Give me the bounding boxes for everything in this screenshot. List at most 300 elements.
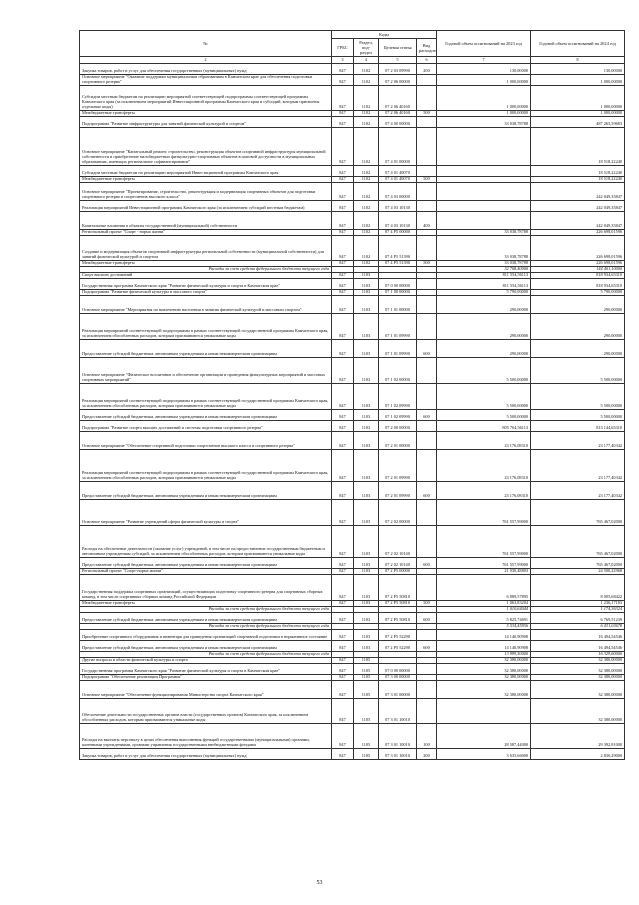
- row-amount-2023: 761 557,99000: [437, 500, 531, 526]
- row-target-article: 07 3 00 00000: [379, 675, 417, 681]
- row-target-article: 07 4 03 00000: [379, 183, 417, 201]
- row-amount-2023: 5 534,45956: [437, 624, 531, 630]
- table-row: [80, 558, 625, 569]
- table-row: [80, 664, 625, 675]
- row-amount-2024: 130,00000: [531, 64, 625, 75]
- row-razdel: 1105: [354, 664, 379, 675]
- row-name: Государственная программа Камчатского края "Развитие физической культуры и спорта в Камчатском крае": [80, 664, 332, 675]
- row-amount-2024: 32 380,00000: [531, 681, 625, 699]
- row-expense-type: [417, 664, 437, 675]
- row-amount-2024: 290,00000: [531, 340, 625, 358]
- row-razdel: 1103: [354, 558, 379, 569]
- row-razdel: 1103: [354, 273, 379, 279]
- index-cell: 6: [417, 57, 437, 64]
- row-amount-2024: 818 934,65310: [531, 279, 625, 290]
- row-razdel: 1102: [354, 64, 379, 75]
- row-razdel: 1102: [354, 212, 379, 230]
- row-grbs: 847: [332, 230, 354, 236]
- row-grbs: 847: [332, 117, 354, 128]
- row-amount-2024: 18 518,22240: [531, 166, 625, 177]
- row-name: Основное мероприятие "Мероприятия по вовлечению населения в занятия физической культурой и массовым спортом": [80, 296, 332, 314]
- row-razdel: 1103: [354, 482, 379, 500]
- row-razdel: 1105: [354, 681, 379, 699]
- row-name: Подпрограмма "Развитие физической культуры и массового спорта": [80, 290, 332, 296]
- row-grbs: 847: [332, 183, 354, 201]
- row-amount-2023: 1 000,00000: [437, 111, 531, 117]
- row-amount-2024: 290,00000: [531, 296, 625, 314]
- row-target-article: 07 2 06 00000: [379, 75, 417, 86]
- row-grbs: 847: [332, 658, 354, 664]
- row-razdel: 1103: [354, 575, 379, 601]
- row-name: Подпрограмма "Развитие инфраструктуры для занятий физической культурой и спортом": [80, 117, 332, 128]
- row-amount-2024: 1 174,36324: [531, 607, 625, 613]
- row-amount-2024: 32 380,00000: [531, 699, 625, 724]
- table-row: [80, 699, 625, 724]
- row-amount-2024: 765 467,02000: [531, 526, 625, 558]
- row-name: Реализация мероприятий Инвестиционной программы Камчатского края (за исключением субсидий местным бюджетам): [80, 201, 332, 212]
- row-amount-2023: [437, 166, 531, 177]
- row-expense-type: [417, 296, 437, 314]
- row-target-article: 07 2 P5 52290: [379, 630, 417, 641]
- row-amount-2023: 1 000,00000: [437, 86, 531, 111]
- row-grbs: 847: [332, 601, 354, 607]
- row-name: Государственная программа Камчатского края "Развитие физической культуры и спорта в Камчатском крае": [80, 279, 332, 290]
- row-amount-2024: 5 500,00000: [531, 358, 625, 384]
- row-expense-type: 400: [417, 212, 437, 230]
- index-cell: 8: [531, 57, 625, 64]
- row-razdel: 1103: [354, 358, 379, 384]
- row-expense-type: [417, 128, 437, 166]
- row-expense-type: [417, 314, 437, 340]
- row-amount-2024: 23 177,40342: [531, 450, 625, 482]
- row-amount-2023: 33 038,78788: [437, 117, 531, 128]
- row-expense-type: [417, 526, 437, 558]
- row-grbs: 847: [332, 613, 354, 624]
- row-grbs: 847: [332, 432, 354, 450]
- row-amount-2024: 242 049,35847: [531, 201, 625, 212]
- row-grbs: 847: [332, 314, 354, 340]
- row-grbs: 847: [332, 664, 354, 675]
- row-grbs: 847: [332, 201, 354, 212]
- row-razdel: 1103: [354, 290, 379, 296]
- row-target-article: 07 2 P5 50810: [379, 613, 417, 624]
- index-cell: 7: [437, 57, 531, 64]
- row-amount-2023: 23 176,08310: [437, 450, 531, 482]
- row-razdel: 1103: [354, 569, 379, 575]
- row-amount-2024: 242 049,35847: [531, 183, 625, 201]
- row-razdel: 1103: [354, 279, 379, 290]
- row-amount-2023: 14 140,90908: [437, 630, 531, 641]
- budget-table: [79, 30, 625, 760]
- row-name: Расходы за счет средств федерального бюджета текущего года: [80, 652, 332, 658]
- row-amount-2023: 3 635,66000: [437, 749, 531, 760]
- row-expense-type: [417, 699, 437, 724]
- row-grbs: 847: [332, 558, 354, 569]
- row-name: Основное мероприятие "Развитие учреждений сферы физической культуры и спорта": [80, 500, 332, 526]
- row-grbs: 847: [332, 421, 354, 432]
- row-amount-2024: 226 698,01596: [531, 261, 625, 267]
- row-expense-type: 600: [417, 340, 437, 358]
- row-amount-2023: 5 500,00000: [437, 384, 531, 410]
- row-name: Другие вопросы в области физической культуры и спорта: [80, 658, 332, 664]
- row-amount-2023: 23 176,08310: [437, 482, 531, 500]
- row-target-article: 07 1 01 00000: [379, 296, 417, 314]
- row-razdel: 1102: [354, 177, 379, 183]
- row-razdel: 1105: [354, 658, 379, 664]
- table-row: [80, 166, 625, 177]
- row-expense-type: 600: [417, 410, 437, 421]
- row-expense-type: 200: [417, 64, 437, 75]
- row-name: Основное мероприятие "Обеспечение функционирования Министерства спорта Камчатского края": [80, 681, 332, 699]
- row-amount-2023: 5 790,00000: [437, 290, 531, 296]
- row-amount-2023: 5 825,74691: [437, 613, 531, 624]
- row-grbs: 847: [332, 749, 354, 760]
- row-amount-2024: 5 500,00000: [531, 410, 625, 421]
- table-row: [80, 86, 625, 111]
- row-amount-2023: 290,00000: [437, 340, 531, 358]
- row-target-article: 07 4 P5 51390: [379, 236, 417, 261]
- row-name: Расходы за счет средств федерального бюджета текущего года: [80, 607, 332, 613]
- row-amount-2024: 5 790,00000: [531, 290, 625, 296]
- row-name: Капитальные вложения в объекты государственной (муниципальной) собственности: [80, 212, 332, 230]
- row-name: Предоставление субсидий бюджетным, автономным учреждениям и иным некоммерческим организациям: [80, 410, 332, 421]
- row-grbs: 847: [332, 290, 354, 296]
- row-name: Региональный проект "Спорт - норма жизни": [80, 230, 332, 236]
- row-target-article: 07 2 P5 50810: [379, 601, 417, 607]
- row-name: Реализация мероприятий соответствующей подпрограммы в рамках соответствующей государственной программы Камчатского края, за исключением обособленных расходов, которым присваиваются уникальные коды: [80, 384, 332, 410]
- row-grbs: 847: [332, 86, 354, 111]
- row-amount-2023: 23 176,08310: [437, 432, 531, 450]
- row-amount-2023: 32 380,00000: [437, 675, 531, 681]
- row-amount-2023: 6 889,57895: [437, 575, 531, 601]
- row-grbs: 847: [332, 410, 354, 421]
- row-expense-type: [417, 630, 437, 641]
- row-razdel: 1105: [354, 749, 379, 760]
- row-amount-2024: 144 401,10000: [531, 267, 625, 273]
- row-razdel: 1103: [354, 450, 379, 482]
- row-target-article: 07 2 02 00000: [379, 500, 417, 526]
- row-expense-type: [417, 117, 437, 128]
- row-target-article: 07 4 03 10130: [379, 201, 417, 212]
- header-target-article: Целевая статья: [379, 39, 417, 57]
- row-target-article: 07 2 P5 52290: [379, 641, 417, 652]
- row-name: Субсидии местным бюджетам на реализацию мероприятий соответствующей подпрограммы соответствующей программы Камчатского края (за исключением мероприятий Инвестиционной программы Камчатского края и субсидий, которым присвоены отдельные коды): [80, 86, 332, 111]
- row-target-article: 07 2 06 40160: [379, 111, 417, 117]
- row-grbs: 847: [332, 261, 354, 267]
- row-amount-2024: 32 380,00000: [531, 664, 625, 675]
- row-name: Основное мероприятие "Проектирование, строительство, реконструкция и модернизация спортивных объектов для подготовки спортивного резерва и спортсменов высокого класса": [80, 183, 332, 201]
- table-row: [80, 117, 625, 128]
- row-grbs: 847: [332, 212, 354, 230]
- row-amount-2024: 23 177,40342: [531, 482, 625, 500]
- header-razdel: Раздел, под-раздел: [354, 39, 379, 57]
- table-row: [80, 279, 625, 290]
- row-grbs: 847: [332, 340, 354, 358]
- row-grbs: 847: [332, 630, 354, 641]
- row-expense-type: 600: [417, 641, 437, 652]
- row-amount-2023: 811 554,56113: [437, 273, 531, 279]
- row-razdel: 1102: [354, 230, 379, 236]
- row-grbs: 847: [332, 358, 354, 384]
- row-amount-2023: 33 038,78788: [437, 261, 531, 267]
- row-razdel: 1102: [354, 86, 379, 111]
- row-razdel: 1103: [354, 421, 379, 432]
- row-expense-type: 500: [417, 177, 437, 183]
- table-row: [80, 314, 625, 340]
- budget-table-body: [80, 64, 625, 760]
- table-row: [80, 212, 625, 230]
- row-name: Расходы на обеспечение деятельности (оказание услуг) учреждений, в том числе на предоставление государственным бюджетным и автономным учреждениям субсидий, за исключением обособленных расходов, которым присваиваются уникальные коды: [80, 526, 332, 558]
- row-target-article: 07 2 06 40160: [379, 86, 417, 111]
- row-razdel: 1102: [354, 236, 379, 261]
- row-amount-2023: 1 063,83204: [437, 601, 531, 607]
- table-row: [80, 236, 625, 261]
- row-razdel: 1103: [354, 526, 379, 558]
- row-target-article: 07 2 01 09990: [379, 450, 417, 482]
- row-amount-2023: [437, 699, 531, 724]
- row-amount-2023: 5 500,00000: [437, 358, 531, 384]
- table-row: [80, 410, 625, 421]
- table-row: [80, 641, 625, 652]
- row-amount-2023: 28 587,44000: [437, 724, 531, 749]
- row-amount-2024: 1 000,00000: [531, 75, 625, 86]
- row-amount-2023: 1 010,64044: [437, 607, 531, 613]
- row-amount-2024: 32 380,00000: [531, 658, 625, 664]
- row-name: Основное мероприятие "Капитальный ремонт, строительство, реконструкция объектов спортивной инфраструктуры муниципальной собственности и приобретение малобюджетных физкультурно-спортивных объектов в шаговой доступности в муниципальных образованиях, имеющих региональное софинансирование": [80, 128, 332, 166]
- row-expense-type: [417, 500, 437, 526]
- row-expense-type: 500: [417, 111, 437, 117]
- header-year-2024: Годовой объем ассигнований на 2024 год: [531, 31, 625, 57]
- row-amount-2024: 18 518,22240: [531, 128, 625, 166]
- row-amount-2023: 32 380,00000: [437, 681, 531, 699]
- row-expense-type: 100: [417, 724, 437, 749]
- row-amount-2024: 6 431,03678: [531, 624, 625, 630]
- row-target-article: 07 2 P5 50810: [379, 575, 417, 601]
- row-razdel: 1103: [354, 384, 379, 410]
- table-row: [80, 681, 625, 699]
- header-grbs: ГРБС: [332, 39, 354, 57]
- row-amount-2024: 818 934,65310: [531, 273, 625, 279]
- row-grbs: 847: [332, 128, 354, 166]
- header-index-row: [80, 57, 625, 64]
- row-expense-type: [417, 166, 437, 177]
- row-expense-type: [417, 384, 437, 410]
- row-amount-2024: 242 049,35847: [531, 212, 625, 230]
- row-expense-type: [417, 450, 437, 482]
- table-row: [80, 432, 625, 450]
- header-num: №: [80, 31, 332, 57]
- row-amount-2023: [437, 212, 531, 230]
- row-amount-2023: 33 038,78788: [437, 230, 531, 236]
- row-amount-2023: 32 380,00000: [437, 658, 531, 664]
- row-name: Межбюджетные трансферты: [80, 261, 332, 267]
- row-grbs: 847: [332, 675, 354, 681]
- row-amount-2024: 1 236,17183: [531, 601, 625, 607]
- row-amount-2024: 18 518,22240: [531, 177, 625, 183]
- row-target-article: 07 3 01 00000: [379, 681, 417, 699]
- row-grbs: 847: [332, 384, 354, 410]
- row-amount-2024: 29 392,81000: [531, 724, 625, 749]
- row-target-article: 07 1 02 09990: [379, 384, 417, 410]
- row-amount-2024: 1 000,00000: [531, 86, 625, 111]
- row-grbs: 847: [332, 450, 354, 482]
- row-amount-2024: 765 467,02000: [531, 558, 625, 569]
- row-amount-2024: 16 494,54546: [531, 630, 625, 641]
- header-year-2023: Годовой объем ассигнований на 2023 год: [437, 31, 531, 57]
- row-amount-2024: 23 177,40342: [531, 432, 625, 450]
- row-grbs: 847: [332, 236, 354, 261]
- row-name: Предоставление субсидий бюджетным, автономным учреждениям и иным некоммерческим организациям: [80, 641, 332, 652]
- table-row: [80, 384, 625, 410]
- row-target-article: 07 1 01 09990: [379, 340, 417, 358]
- table-row: [80, 128, 625, 166]
- row-expense-type: 200: [417, 749, 437, 760]
- row-name: Основное мероприятие "Физическое воспитание и обеспечение организации и проведения физкультурных мероприятий и массовых спортивных мероприятий": [80, 358, 332, 384]
- row-name: Приобретение спортивного оборудования и инвентаря для приведения организаций спортивной подготовки в нормативное состояние: [80, 630, 332, 641]
- row-target-article: 07 4 00 00000: [379, 117, 417, 128]
- index-cell: 5: [379, 57, 417, 64]
- row-expense-type: [417, 681, 437, 699]
- table-row: [80, 75, 625, 86]
- row-target-article: 07 4 01 40070: [379, 177, 417, 183]
- row-amount-2023: 290,00000: [437, 296, 531, 314]
- row-razdel: 1105: [354, 675, 379, 681]
- row-name: Основное мероприятие "Обеспечение спортивной подготовки спортсменов высокого класса и спортивного резерва": [80, 432, 332, 450]
- row-grbs: 847: [332, 724, 354, 749]
- row-amount-2024: 1 000,00000: [531, 111, 625, 117]
- row-razdel: 1103: [354, 641, 379, 652]
- row-name: Государственная поддержка спортивных организаций, осуществляющих подготовку спортивного резерва для спортивных сборных команд, в том числе спортивных сборных команд Российской Федерации: [80, 575, 332, 601]
- row-expense-type: [417, 236, 437, 261]
- row-amount-2023: 761 557,99000: [437, 558, 531, 569]
- row-expense-type: [417, 279, 437, 290]
- row-name: Спорт высших достижений: [80, 273, 332, 279]
- row-grbs: 847: [332, 166, 354, 177]
- row-expense-type: 600: [417, 613, 437, 624]
- row-name: Межбюджетные трансферты: [80, 601, 332, 607]
- row-grbs: 847: [332, 569, 354, 575]
- row-razdel: 1102: [354, 75, 379, 86]
- table-row: [80, 482, 625, 500]
- row-name: Закупка товаров, работ и услуг для обеспечения государственных (муниципальных) нужд: [80, 64, 332, 75]
- row-expense-type: [417, 358, 437, 384]
- row-target-article: 07 3 01 10010: [379, 749, 417, 760]
- row-razdel: 1103: [354, 296, 379, 314]
- row-name: Подпрограмма "Обеспечение реализации Программы": [80, 675, 332, 681]
- row-name: Реализация мероприятий соответствующей подпрограммы в рамках соответствующей государственной программы Камчатского края, за исключением обособленных расходов, которым присваиваются уникальные коды: [80, 450, 332, 482]
- row-expense-type: [417, 86, 437, 111]
- row-razdel: 1102: [354, 117, 379, 128]
- row-target-article: 07 4 03 10130: [379, 212, 417, 230]
- row-razdel: 1103: [354, 613, 379, 624]
- page-number: 53: [316, 880, 323, 886]
- index-cell: 2: [80, 57, 332, 64]
- header-codes: Коды: [332, 31, 437, 39]
- row-name: Закупка товаров, работ и услуг для обеспечения государственных (муниципальных) нужд: [80, 749, 332, 760]
- row-name: Предоставление субсидий бюджетным, автономным учреждениям и иным некоммерческим организациям: [80, 340, 332, 358]
- row-grbs: 847: [332, 699, 354, 724]
- row-razdel: 1102: [354, 128, 379, 166]
- row-amount-2023: 1 000,00000: [437, 75, 531, 86]
- row-amount-2023: 32 380,00000: [437, 664, 531, 675]
- row-amount-2024: 226 698,01596: [531, 236, 625, 261]
- row-amount-2023: 805 764,56113: [437, 421, 531, 432]
- table-row: [80, 724, 625, 749]
- row-expense-type: 600: [417, 482, 437, 500]
- row-name: Предоставление субсидий бюджетным, автономным учреждениям и иным некоммерческим организациям: [80, 613, 332, 624]
- table-row: [80, 201, 625, 212]
- row-amount-2023: [437, 128, 531, 166]
- row-razdel: 1102: [354, 111, 379, 117]
- row-grbs: 847: [332, 296, 354, 314]
- row-amount-2024: 32 380,00000: [531, 675, 625, 681]
- row-expense-type: 500: [417, 601, 437, 607]
- row-target-article: 07 2 P5 00000: [379, 569, 417, 575]
- row-amount-2023: 761 557,99000: [437, 526, 531, 558]
- row-name: Реализация мероприятий соответствующей подпрограммы в рамках соответствующей государственной программы Камчатского края, за исключением обособленных расходов, которым присваиваются уникальные коды: [80, 314, 332, 340]
- row-razdel: 1103: [354, 500, 379, 526]
- row-target-article: 07 4 01 00000: [379, 128, 417, 166]
- row-target-article: 07 1 02 00000: [379, 358, 417, 384]
- row-amount-2023: 290,00000: [437, 314, 531, 340]
- row-grbs: 847: [332, 273, 354, 279]
- row-name: Обеспечение деятельности государственных органов власти (государственных органов) Камчатского края, за исключением обособленных расходов, которым присваиваются уникальные коды: [80, 699, 332, 724]
- row-razdel: 1103: [354, 432, 379, 450]
- row-razdel: 1105: [354, 699, 379, 724]
- row-amount-2023: 33 038,78788: [437, 236, 531, 261]
- row-grbs: 847: [332, 177, 354, 183]
- table-row: [80, 575, 625, 601]
- table-row: [80, 183, 625, 201]
- row-amount-2023: 5 500,00000: [437, 410, 531, 421]
- row-target-article: 07 0 00 00000: [379, 279, 417, 290]
- row-target-article: 07 1 02 09990: [379, 410, 417, 421]
- row-amount-2023: [437, 201, 531, 212]
- row-grbs: 847: [332, 279, 354, 290]
- row-razdel: 1103: [354, 410, 379, 421]
- row-amount-2024: 2 830,29000: [531, 749, 625, 760]
- table-row: [80, 64, 625, 75]
- row-amount-2024: 226 698,01596: [531, 230, 625, 236]
- row-amount-2024: 290,00000: [531, 314, 625, 340]
- row-grbs: 847: [332, 111, 354, 117]
- row-name: Расходы за счет средств федерального бюджета текущего года: [80, 267, 332, 273]
- row-target-article: 07 0 00 00000: [379, 664, 417, 675]
- table-row: [80, 526, 625, 558]
- row-razdel: 1103: [354, 314, 379, 340]
- row-amount-2024: 487 265,59683: [531, 117, 625, 128]
- row-grbs: 847: [332, 526, 354, 558]
- row-target-article: 07 3 01 10010: [379, 699, 417, 724]
- row-target-article: 07 2 00 00000: [379, 421, 417, 432]
- row-amount-2023: 21 030,48803: [437, 569, 531, 575]
- header-expense-type: Вид расходов: [417, 39, 437, 57]
- row-name: Региональный проект "Спорт-норма жизни": [80, 569, 332, 575]
- row-name: Расходы за счет средств федерального бюджета текущего года: [80, 624, 332, 630]
- row-razdel: 1105: [354, 724, 379, 749]
- row-amount-2024: 16 329,60000: [531, 652, 625, 658]
- row-expense-type: 500: [417, 261, 437, 267]
- row-expense-type: [417, 201, 437, 212]
- row-amount-2023: [437, 183, 531, 201]
- row-razdel: 1102: [354, 201, 379, 212]
- table-row: [80, 340, 625, 358]
- row-target-article: 07 4 01 40070: [379, 166, 417, 177]
- row-name: Предоставление субсидий бюджетным, автономным учреждениям и иным некоммерческим организациям: [80, 482, 332, 500]
- table-row: [80, 358, 625, 384]
- row-amount-2024: 765 467,02000: [531, 500, 625, 526]
- budget-table-sheet: [79, 30, 624, 760]
